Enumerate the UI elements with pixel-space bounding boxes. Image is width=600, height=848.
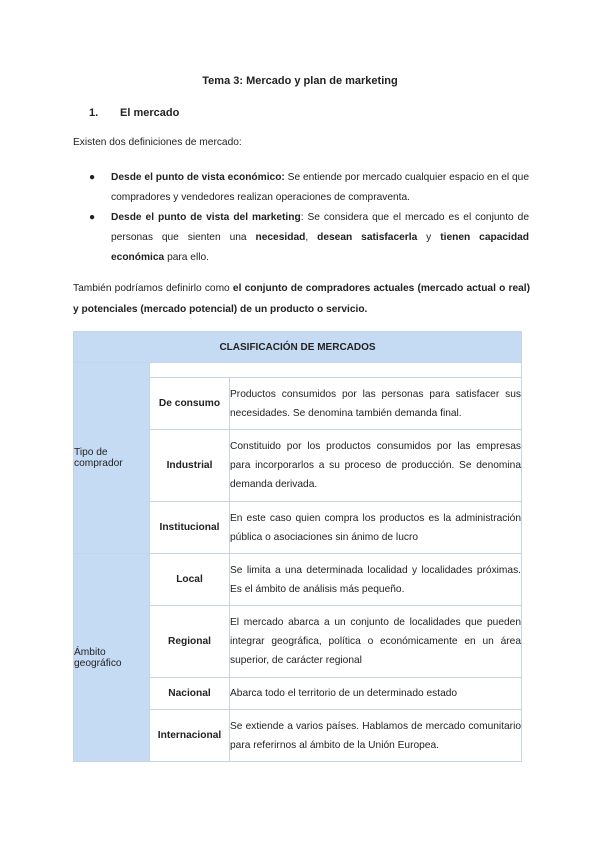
bullet2-bold-desire: desean satisfacerla — [317, 232, 418, 243]
bullet-icon: ● — [89, 172, 96, 183]
row-label: Local — [150, 554, 230, 606]
group-cell — [74, 554, 150, 762]
market-classification-table — [73, 331, 522, 762]
bullet1-text: Se entiende por mercado cualquier espacio en el que compradores y vendedores realizan operaciones de compraventa. — [111, 172, 529, 203]
row-label: Institucional — [150, 502, 230, 554]
row-description: Se extiende a varios países. Hablamos de mercado comunitario para referirnos al ámbito de la Unión Europea. — [230, 710, 522, 762]
bullet2-sep: y — [417, 232, 441, 243]
bullet2-bold-need: necesidad — [255, 232, 306, 243]
bullet2-bold-capacity: tienen capacidad económica — [111, 232, 529, 263]
list-item — [89, 168, 529, 208]
row-label: De consumo — [150, 378, 230, 430]
group-label-buyer: Tipo de comprador — [74, 447, 123, 469]
group-cell — [74, 363, 150, 554]
row-description: Productos consumidos por las personas para satisfacer sus necesidades. Se denomina también demanda final. — [230, 378, 522, 430]
section-heading — [89, 107, 179, 119]
bullet-icon: ● — [89, 212, 96, 223]
section-title: El mercado — [120, 107, 180, 119]
row-label: Industrial — [150, 430, 230, 502]
definitions-list — [89, 168, 529, 268]
bullet2-end: para ello. — [164, 252, 209, 263]
row-description: Abarca todo el territorio de un determinado estado — [230, 678, 522, 710]
bullet2-text: : Se considera que el mercado es el conjunto de personas que sienten una — [111, 212, 529, 243]
para-bold: el conjunto de compradores actuales (mercado actual o real) y potenciales (mercado potencial) de un producto o servicio. — [73, 283, 530, 315]
intro-text: Existen dos definiciones de mercado: — [73, 137, 242, 148]
table-header: CLASIFICACIÓN DE MERCADOS — [74, 332, 522, 363]
list-item — [89, 208, 529, 268]
row-description: Se limita a una determinada localidad y localidades próximas. Es el ámbito de análisis más pequeño. — [230, 554, 522, 606]
para-text: También podríamos definirlo como — [73, 283, 233, 294]
group-label-geo: Ámbito geográfico — [74, 646, 122, 669]
section-number: 1. — [89, 107, 99, 119]
row-description: En este caso quien compra los productos es la administración pública o asociaciones sin ánimo de lucro — [230, 502, 522, 554]
row-description: El mercado abarca a un conjunto de localidades que pueden integrar geográfica, política o económicamente en un área superior, de carácter regional — [230, 606, 522, 678]
spacer-row — [150, 363, 522, 378]
bullet1-bold: Desde el punto de vista económico: — [111, 172, 285, 183]
row-label: Nacional — [150, 678, 230, 710]
bullet2-sep: , — [305, 232, 318, 243]
document-title: Tema 3: Mercado y plan de marketing — [202, 75, 398, 87]
row-label: Internacional — [150, 710, 230, 762]
row-label: Regional — [150, 606, 230, 678]
row-description: Constituido por los productos consumidos por las empresas para incorporarlos a su proceso de producción. Se denomina demanda derivada. — [230, 430, 522, 502]
definition-paragraph — [73, 278, 530, 320]
bullet2-bold: Desde el punto de vista del marketing — [111, 212, 301, 223]
